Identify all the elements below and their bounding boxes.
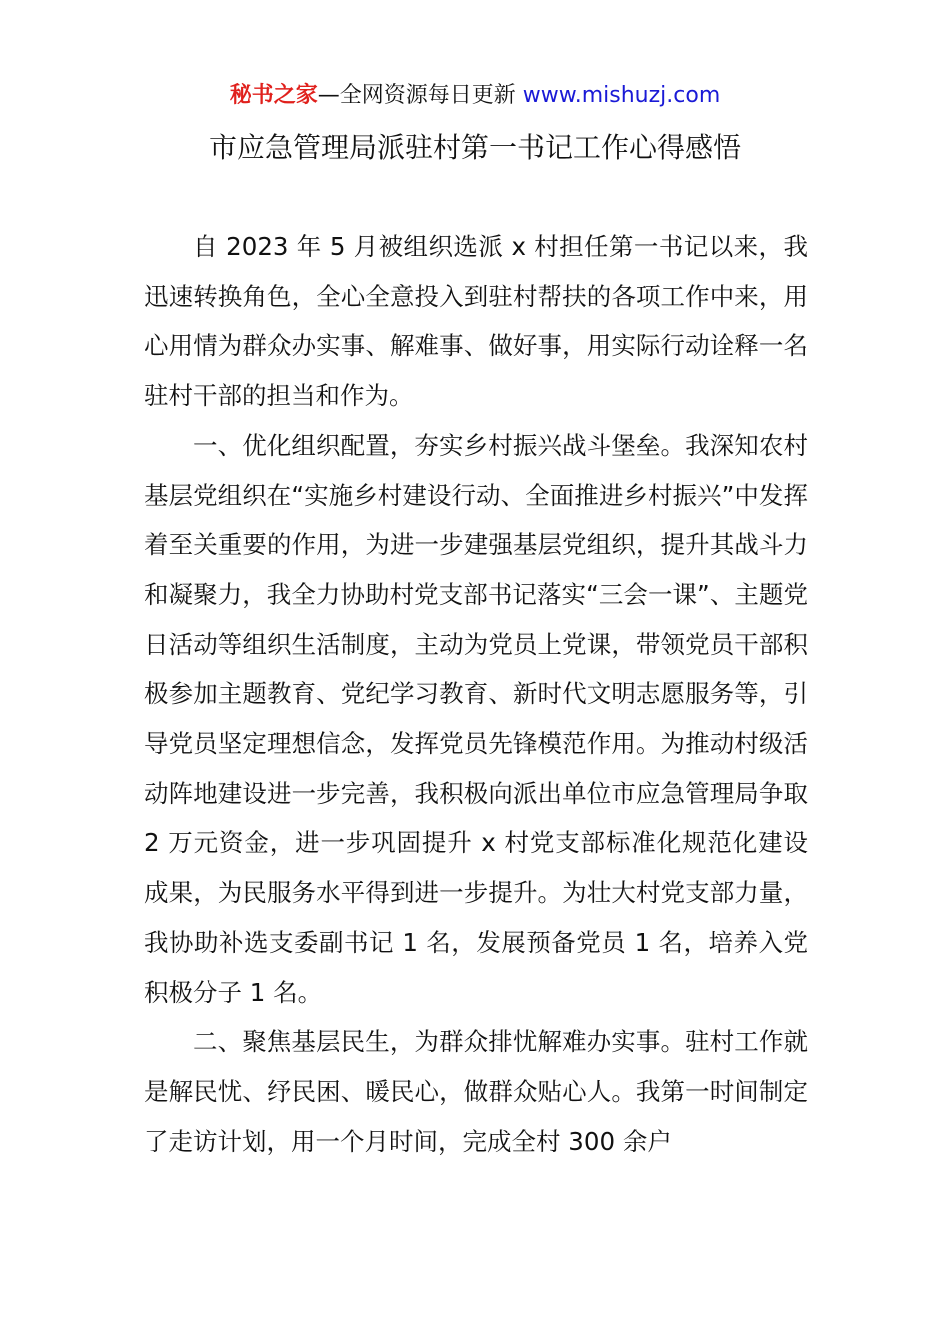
site-url-link[interactable]: www.mishuzj.com (522, 83, 721, 108)
banner-tagline: —全网资源每日更新 (317, 83, 523, 108)
brand-name: 秘书之家 (229, 83, 318, 108)
paragraph-intro: 自 2023 年 5 月被组织选派 x 村担任第一书记以来，我迅速转换角色，全心全意投入到驻村帮扶的各项工作中来，用心用情为群众办实事、解难事、做好事，用实际行动诠释一名驻村干部的担当和作为。 (144, 232, 808, 411)
paragraph-section-2: 二、聚焦基层民生，为群众排忧解难办实事。驻村工作就是解民忧、纾民困、暖民心，做群众贴心人。我第一时间制定了走访计划，用一个月时间，完成全村 300 余户 (144, 1027, 808, 1156)
document-title: 市应急管理局派驻村第一书记工作心得感悟 (208, 131, 741, 164)
site-banner (0, 80, 950, 112)
document-body (144, 222, 808, 1166)
paragraph-section-1: 一、优化组织配置，夯实乡村振兴战斗堡垒。我深知农村基层党组织在“实施乡村建设行动、全面推进乡村振兴”中发挥着至关重要的作用，为进一步建强基层党组织，提升其战斗力和凝聚力，我全力协助村党支部书记落实“三会一课”、主题党日活动等组织生活制度，主动为党员上党课，带领党员干部积极参加主题教育、党纪学习教育、新时代文明志愿服务等，引导党员坚定理想信念，发挥党员先锋模范作用。为推动村级活动阵地建设进一步完善，我积极向派出单位市应急管理局争取 2 万元资金，进一步巩固提升 x 村党支部标准化规范化建设成果，为民服务水平得到进一步提升。为壮大村党支部力量，我协助补选支委副书记 1 名，发展预备党员 1 名，培养入党积极分子 1 名。 (144, 430, 808, 1007)
